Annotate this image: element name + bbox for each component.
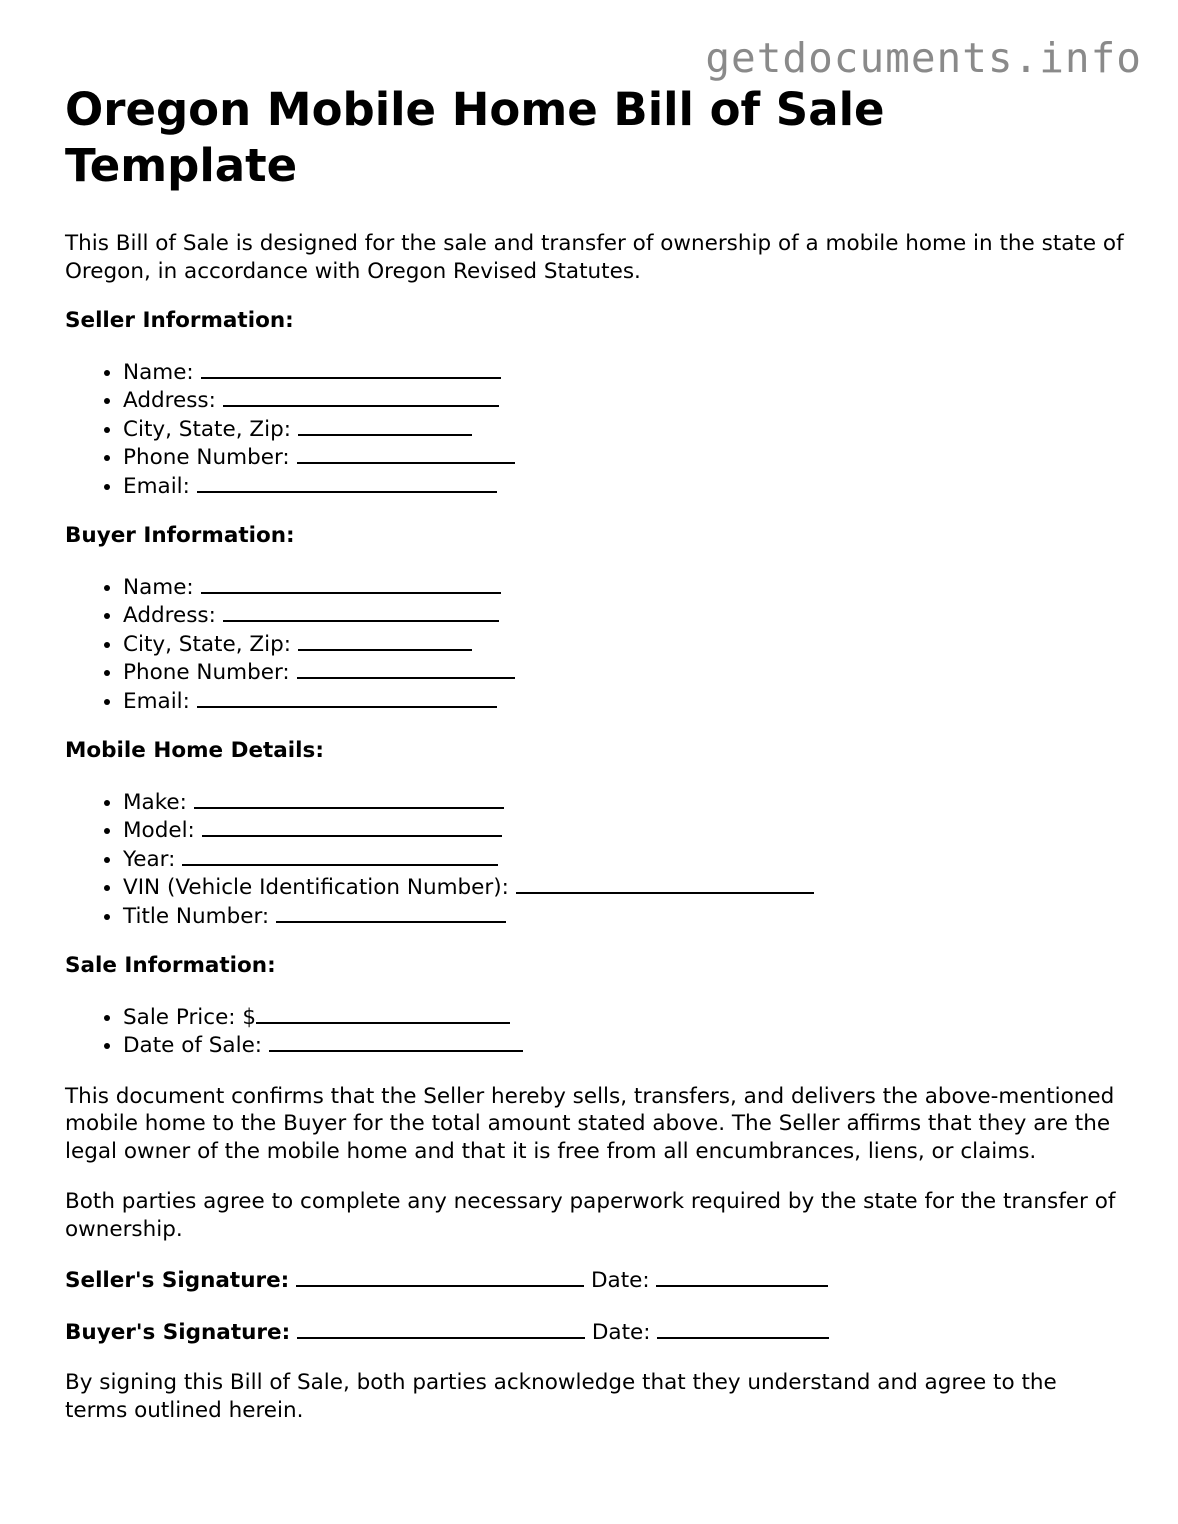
buyer-fields bbox=[65, 573, 1125, 716]
blank-line[interactable] bbox=[256, 1003, 510, 1024]
seller-email-field bbox=[123, 472, 1125, 501]
intro-paragraph: This Bill of Sale is designed for the sale and transfer of ownership of a mobile home in the state of Oregon, in accordance with Oregon Revised Statutes. bbox=[65, 231, 1124, 284]
field-label: City, State, Zip: bbox=[123, 416, 291, 442]
field-label: Address: bbox=[123, 603, 216, 628]
sale-fields bbox=[65, 1003, 1125, 1060]
field-label: VIN (Vehicle Identification Number): bbox=[123, 875, 509, 900]
buyer-address-field bbox=[123, 601, 1125, 630]
field-label: Sale Price: $ bbox=[123, 1004, 257, 1030]
seller-name-field bbox=[123, 358, 1125, 387]
blank-line[interactable] bbox=[197, 472, 497, 493]
model-field bbox=[123, 816, 1125, 845]
buyer-name-field bbox=[123, 573, 1125, 602]
date-blank[interactable] bbox=[656, 1266, 828, 1287]
blank-line[interactable] bbox=[194, 788, 504, 809]
date-of-sale-field bbox=[123, 1031, 1125, 1060]
blank-line[interactable] bbox=[201, 358, 501, 379]
blank-line[interactable] bbox=[276, 902, 506, 923]
date-label: Date: bbox=[590, 1268, 650, 1293]
field-label: Date of Sale: bbox=[123, 1033, 263, 1058]
title-number-field bbox=[123, 902, 1125, 931]
field-label: Name: bbox=[123, 359, 194, 385]
document-page bbox=[65, 82, 1125, 1424]
blank-line[interactable] bbox=[298, 415, 472, 436]
blank-line[interactable] bbox=[197, 687, 497, 708]
field-label: Phone Number: bbox=[123, 660, 290, 685]
blank-line[interactable] bbox=[201, 573, 501, 594]
field-label: Email: bbox=[123, 688, 190, 714]
buyer-phone-field bbox=[123, 658, 1125, 687]
paperwork-paragraph: Both parties agree to complete any necessary paperwork required by the state for the transfer of ownership. bbox=[65, 1189, 1116, 1242]
blank-line[interactable] bbox=[202, 816, 502, 837]
blank-line[interactable] bbox=[297, 658, 515, 679]
blank-line[interactable] bbox=[516, 873, 814, 894]
field-label: Phone Number: bbox=[123, 445, 290, 470]
seller-address-field bbox=[123, 386, 1125, 415]
seller-heading: Seller Information: bbox=[65, 308, 294, 333]
signature-blank[interactable] bbox=[297, 1318, 585, 1339]
field-label: Email: bbox=[123, 473, 190, 499]
mobile-home-fields bbox=[65, 788, 1125, 931]
blank-line[interactable] bbox=[182, 845, 498, 866]
field-label: Title Number: bbox=[123, 903, 270, 929]
signature-blank[interactable] bbox=[296, 1266, 584, 1287]
blank-line[interactable] bbox=[297, 443, 515, 464]
field-label: Year: bbox=[123, 846, 176, 872]
closing-paragraph: By signing this Bill of Sale, both parties acknowledge that they understand and agree to the terms outlined herein. bbox=[65, 1370, 1057, 1423]
blank-line[interactable] bbox=[223, 601, 499, 622]
field-label: City, State, Zip: bbox=[123, 631, 291, 657]
seller-signature-label: Seller's Signature: bbox=[65, 1268, 290, 1293]
seller-fields bbox=[65, 358, 1125, 501]
field-label: Make: bbox=[123, 789, 187, 815]
blank-line[interactable] bbox=[269, 1031, 523, 1052]
field-label: Name: bbox=[123, 574, 194, 600]
date-label: Date: bbox=[591, 1319, 651, 1345]
mobile-home-heading: Mobile Home Details: bbox=[65, 738, 324, 763]
confirmation-paragraph: This document confirms that the Seller hereby sells, transfers, and delivers the above-mentioned mobile home to the Buyer for the total amount stated above. The Seller affirms that they are the legal owner of the mobile home and that it is free from all encumbrances, liens, or claims. bbox=[65, 1083, 1115, 1164]
blank-line[interactable] bbox=[223, 386, 499, 407]
buyer-signature-label: Buyer's Signature: bbox=[65, 1319, 291, 1345]
document-title: Oregon Mobile Home Bill of Sale Template bbox=[65, 83, 885, 192]
sale-price-field bbox=[123, 1003, 1125, 1032]
blank-line[interactable] bbox=[298, 630, 472, 651]
make-field bbox=[123, 788, 1125, 817]
seller-signature-line bbox=[65, 1266, 1125, 1295]
sale-heading: Sale Information: bbox=[65, 953, 276, 978]
buyer-city-field bbox=[123, 630, 1125, 659]
watermark: getdocuments.info bbox=[705, 34, 1142, 82]
buyer-email-field bbox=[123, 687, 1125, 716]
buyer-signature-line bbox=[65, 1318, 1125, 1347]
field-label: Address: bbox=[123, 388, 216, 413]
date-blank[interactable] bbox=[657, 1318, 829, 1339]
year-field bbox=[123, 845, 1125, 874]
buyer-heading: Buyer Information: bbox=[65, 523, 295, 548]
seller-phone-field bbox=[123, 443, 1125, 472]
seller-city-field bbox=[123, 415, 1125, 444]
vin-field bbox=[123, 873, 1125, 902]
field-label: Model: bbox=[123, 818, 195, 843]
